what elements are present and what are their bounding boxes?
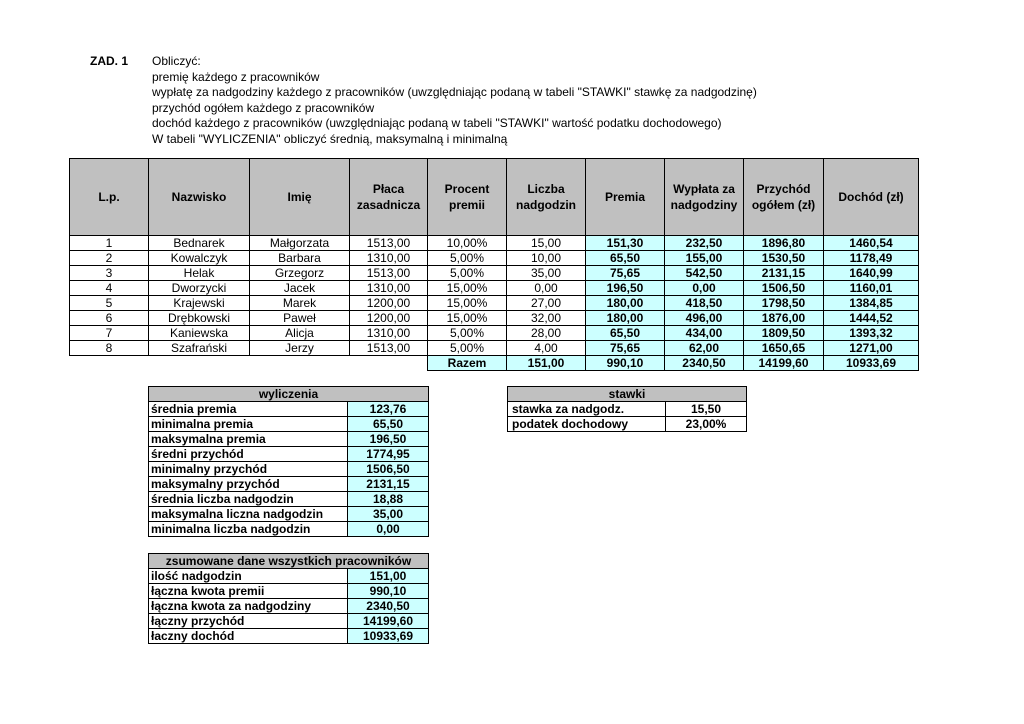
list-item bbox=[149, 447, 429, 462]
row-value: 65,50 bbox=[348, 417, 429, 432]
row-label: maksymalna premia bbox=[149, 432, 348, 447]
row-label: minimalna liczba nadgodzin bbox=[149, 522, 348, 537]
row-value: 14199,60 bbox=[348, 614, 429, 629]
column-header bbox=[149, 159, 250, 236]
list-item bbox=[149, 569, 429, 584]
list-item bbox=[149, 614, 429, 629]
row-label: średnia liczba nadgodzin bbox=[149, 492, 348, 507]
table-cell: 2 bbox=[70, 251, 149, 266]
table-cell: 5,00% bbox=[428, 326, 507, 341]
column-header-text: nadgodziny bbox=[670, 198, 738, 212]
column-header bbox=[70, 159, 149, 236]
task-description bbox=[152, 54, 757, 147]
row-value: 2340,50 bbox=[348, 599, 429, 614]
table-cell: 10,00% bbox=[428, 236, 507, 251]
column-header bbox=[428, 159, 507, 236]
table-cell: 196,50 bbox=[586, 281, 665, 296]
totals-cell: 14199,60 bbox=[744, 356, 824, 371]
table-cell: Kaniewska bbox=[149, 326, 250, 341]
table-cell: 15,00% bbox=[428, 311, 507, 326]
table-cell: 1513,00 bbox=[350, 266, 428, 281]
table-cell: 2131,15 bbox=[744, 266, 824, 281]
table-cell: 1798,50 bbox=[744, 296, 824, 311]
column-header-text: Dochód (zł) bbox=[838, 190, 904, 204]
table-cell: 0,00 bbox=[665, 281, 744, 296]
row-value: 18,88 bbox=[348, 492, 429, 507]
column-header-text: Nazwisko bbox=[171, 190, 227, 204]
table-cell: Paweł bbox=[250, 311, 350, 326]
table-cell: Małgorzata bbox=[250, 236, 350, 251]
column-header bbox=[744, 159, 824, 236]
row-label: stawka za nadgodz. bbox=[508, 402, 666, 417]
table-cell: 27,00 bbox=[507, 296, 586, 311]
row-label: łączny przychód bbox=[149, 614, 348, 629]
column-header-text: Liczba bbox=[527, 182, 565, 196]
table-cell: 1650,65 bbox=[744, 341, 824, 356]
table-cell: 1896,80 bbox=[744, 236, 824, 251]
table-row bbox=[70, 326, 919, 341]
table-cell: 35,00 bbox=[507, 266, 586, 281]
row-label: łaczny dochód bbox=[149, 629, 348, 644]
table-cell: 1809,50 bbox=[744, 326, 824, 341]
table-cell: 4 bbox=[70, 281, 149, 296]
table-cell: Grzegorz bbox=[250, 266, 350, 281]
column-header-text: Premia bbox=[604, 190, 646, 204]
table-cell: 542,50 bbox=[665, 266, 744, 281]
task-line: przychód ogółem każdego z pracowników bbox=[152, 100, 375, 115]
row-label: maksymalny przychód bbox=[149, 477, 348, 492]
table-cell: 180,00 bbox=[586, 296, 665, 311]
totals-cell: 990,10 bbox=[586, 356, 665, 371]
rates-table bbox=[507, 386, 747, 432]
table-cell: Jacek bbox=[250, 281, 350, 296]
table-cell: Barbara bbox=[250, 251, 350, 266]
table-cell: 65,50 bbox=[586, 251, 665, 266]
table-cell: 180,00 bbox=[586, 311, 665, 326]
empty-cell bbox=[70, 356, 149, 371]
table-cell: 5,00% bbox=[428, 266, 507, 281]
summary-title: zsumowane dane wszystkich pracowników bbox=[149, 554, 429, 569]
row-value: 2131,15 bbox=[348, 477, 429, 492]
totals-label: Razem bbox=[428, 356, 507, 371]
row-label: minimalna premia bbox=[149, 417, 348, 432]
table-cell: 1310,00 bbox=[350, 281, 428, 296]
table-cell: Marek bbox=[250, 296, 350, 311]
list-item bbox=[149, 599, 429, 614]
list-item bbox=[149, 462, 429, 477]
list-item bbox=[149, 417, 429, 432]
table-cell: Dworzycki bbox=[149, 281, 250, 296]
table-row bbox=[70, 266, 919, 281]
row-value: 0,00 bbox=[348, 522, 429, 537]
column-header-text: L.p. bbox=[98, 190, 120, 204]
row-label: średni przychód bbox=[149, 447, 348, 462]
summary-table bbox=[148, 553, 429, 644]
column-header bbox=[350, 159, 428, 236]
table-cell: 1393,32 bbox=[824, 326, 919, 341]
table-cell: 232,50 bbox=[665, 236, 744, 251]
table-cell: 1178,49 bbox=[824, 251, 919, 266]
table-row bbox=[70, 281, 919, 296]
table-cell: 1513,00 bbox=[350, 341, 428, 356]
table-cell: 434,00 bbox=[665, 326, 744, 341]
table-cell: 62,00 bbox=[665, 341, 744, 356]
row-label: średnia premia bbox=[149, 402, 348, 417]
table-cell: 1444,52 bbox=[824, 311, 919, 326]
list-item bbox=[508, 402, 747, 417]
table-cell: 75,65 bbox=[586, 341, 665, 356]
row-value: 1774,95 bbox=[348, 447, 429, 462]
column-header-text: Wypłata za bbox=[673, 182, 735, 196]
list-item bbox=[149, 522, 429, 537]
table-cell: 151,30 bbox=[586, 236, 665, 251]
table-cell: 1200,00 bbox=[350, 311, 428, 326]
row-value: 196,50 bbox=[348, 432, 429, 447]
table-cell: 1310,00 bbox=[350, 251, 428, 266]
table-row bbox=[70, 236, 919, 251]
list-item bbox=[149, 492, 429, 507]
table-cell: 1 bbox=[70, 236, 149, 251]
task-line: premię każdego z pracowników bbox=[152, 69, 320, 84]
table-cell: Alicja bbox=[250, 326, 350, 341]
table-cell: 1506,50 bbox=[744, 281, 824, 296]
table-cell: Drębkowski bbox=[149, 311, 250, 326]
column-header-text: Procent bbox=[444, 182, 490, 196]
table-cell: 65,50 bbox=[586, 326, 665, 341]
calculations-table bbox=[148, 386, 429, 537]
table-cell: 1513,00 bbox=[350, 236, 428, 251]
table-cell: 15,00 bbox=[507, 236, 586, 251]
list-item bbox=[508, 417, 747, 432]
row-value: 10933,69 bbox=[348, 629, 429, 644]
table-cell: 155,00 bbox=[665, 251, 744, 266]
table-cell: 75,65 bbox=[586, 266, 665, 281]
column-header-text: ogółem (zł) bbox=[751, 198, 816, 212]
column-header bbox=[665, 159, 744, 236]
table-row bbox=[70, 251, 919, 266]
totals-row bbox=[70, 356, 919, 371]
table-cell: 1640,99 bbox=[824, 266, 919, 281]
column-header bbox=[824, 159, 919, 236]
row-value: 990,10 bbox=[348, 584, 429, 599]
row-value: 1506,50 bbox=[348, 462, 429, 477]
table-cell: 4,00 bbox=[507, 341, 586, 356]
column-header-text: Imię bbox=[287, 190, 312, 204]
table-cell: Szafrański bbox=[149, 341, 250, 356]
row-value: 151,00 bbox=[348, 569, 429, 584]
column-header-text: nadgodzin bbox=[516, 198, 576, 212]
table-cell: 1160,01 bbox=[824, 281, 919, 296]
row-label: minimalny przychód bbox=[149, 462, 348, 477]
totals-cell: 151,00 bbox=[507, 356, 586, 371]
column-header-text: Płaca bbox=[372, 182, 405, 196]
table-cell: Helak bbox=[149, 266, 250, 281]
totals-cell: 10933,69 bbox=[824, 356, 919, 371]
table-cell: 8 bbox=[70, 341, 149, 356]
empty-cell bbox=[149, 356, 250, 371]
list-item bbox=[149, 507, 429, 522]
table-cell: 3 bbox=[70, 266, 149, 281]
rates-title: stawki bbox=[508, 387, 747, 402]
task-line: W tabeli "WYLICZENIA" obliczyć średnią, maksymalną i minimalną bbox=[152, 131, 508, 146]
table-cell: Bednarek bbox=[149, 236, 250, 251]
table-cell: 5 bbox=[70, 296, 149, 311]
list-item bbox=[149, 432, 429, 447]
table-cell: 418,50 bbox=[665, 296, 744, 311]
column-header bbox=[250, 159, 350, 236]
row-label: ilość nadgodzin bbox=[149, 569, 348, 584]
table-cell: 1384,85 bbox=[824, 296, 919, 311]
table-cell: 1271,00 bbox=[824, 341, 919, 356]
column-header-text: zasadnicza bbox=[356, 198, 421, 212]
row-label: maksymalna liczna nadgodzin bbox=[149, 507, 348, 522]
employees-table bbox=[69, 158, 919, 371]
task-line: Obliczyć: bbox=[152, 54, 201, 68]
empty-cell bbox=[350, 356, 428, 371]
table-cell: Kowalczyk bbox=[149, 251, 250, 266]
task-line: dochód każdego z pracowników (uwzględniając podaną w tabeli "STAWKI" wartość podatku dochodowego) bbox=[152, 116, 722, 130]
row-label: łączna kwota premii bbox=[149, 584, 348, 599]
table-cell: 32,00 bbox=[507, 311, 586, 326]
table-row bbox=[70, 341, 919, 356]
table-cell: 28,00 bbox=[507, 326, 586, 341]
table-cell: 10,00 bbox=[507, 251, 586, 266]
table-cell: 15,00% bbox=[428, 281, 507, 296]
table-cell: 0,00 bbox=[507, 281, 586, 296]
column-header bbox=[586, 159, 665, 236]
column-header-text: Przychód bbox=[756, 182, 811, 196]
table-cell: 6 bbox=[70, 311, 149, 326]
empty-cell bbox=[250, 356, 350, 371]
table-cell: 1200,00 bbox=[350, 296, 428, 311]
row-value: 23,00% bbox=[666, 417, 747, 432]
table-row bbox=[70, 311, 919, 326]
task-line: wypłatę za nadgodziny każdego z pracowników (uwzględniając podaną w tabeli "STAWKI" stawkę za nadgodzinę) bbox=[152, 85, 757, 99]
table-cell: 1310,00 bbox=[350, 326, 428, 341]
row-label: podatek dochodowy bbox=[508, 417, 666, 432]
table-cell: 7 bbox=[70, 326, 149, 341]
totals-cell: 2340,50 bbox=[665, 356, 744, 371]
column-header bbox=[507, 159, 586, 236]
table-cell: Jerzy bbox=[250, 341, 350, 356]
table-cell: 496,00 bbox=[665, 311, 744, 326]
row-value: 123,76 bbox=[348, 402, 429, 417]
list-item bbox=[149, 477, 429, 492]
table-cell: 5,00% bbox=[428, 341, 507, 356]
row-value: 15,50 bbox=[666, 402, 747, 417]
list-item bbox=[149, 584, 429, 599]
table-header-row bbox=[70, 159, 919, 236]
list-item bbox=[149, 402, 429, 417]
table-cell: 1530,50 bbox=[744, 251, 824, 266]
table-cell: 1876,00 bbox=[744, 311, 824, 326]
column-header-text: premii bbox=[448, 198, 485, 212]
table-row bbox=[70, 296, 919, 311]
list-item bbox=[149, 629, 429, 644]
table-cell: 1460,54 bbox=[824, 236, 919, 251]
table-cell: Krajewski bbox=[149, 296, 250, 311]
table-cell: 5,00% bbox=[428, 251, 507, 266]
row-value: 35,00 bbox=[348, 507, 429, 522]
calculations-title: wyliczenia bbox=[149, 387, 429, 402]
row-label: łączna kwota za nadgodziny bbox=[149, 599, 348, 614]
table-cell: 15,00% bbox=[428, 296, 507, 311]
task-label: ZAD. 1 bbox=[90, 54, 129, 68]
